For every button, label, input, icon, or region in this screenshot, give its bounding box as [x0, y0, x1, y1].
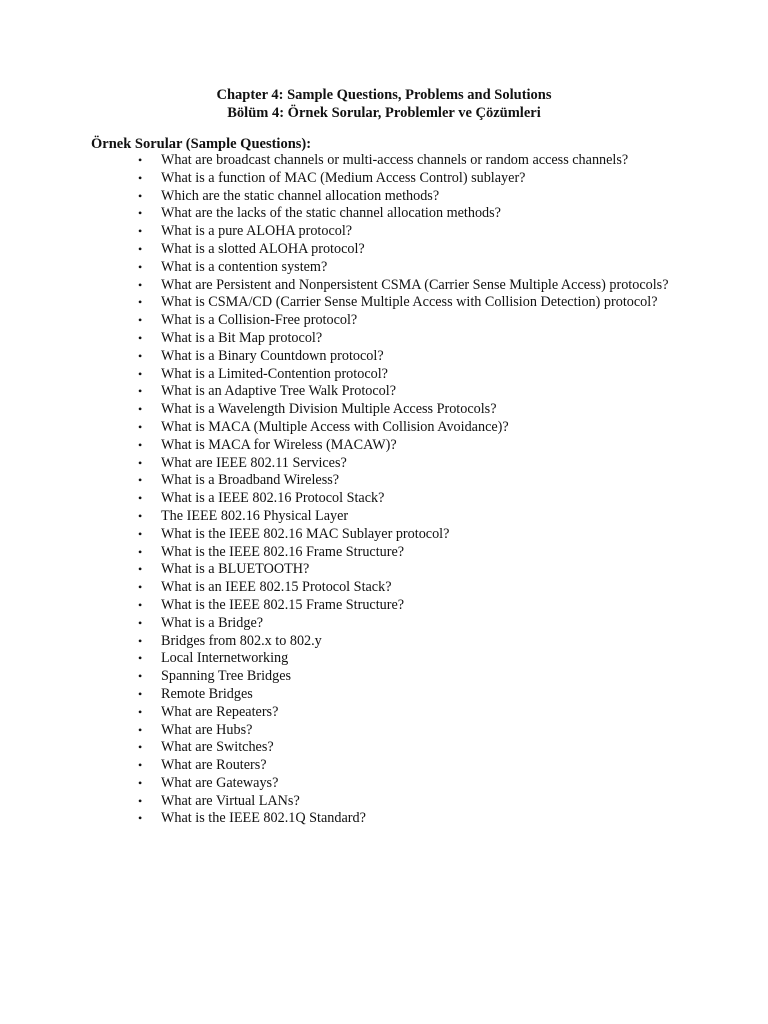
- question-text: What are Switches?: [161, 739, 274, 756]
- question-text: What is a slotted ALOHA protocol?: [161, 240, 365, 257]
- bullet-icon: •: [138, 722, 143, 737]
- question-text: Local Internetworking: [161, 650, 289, 667]
- list-item: [91, 205, 691, 223]
- bullet-icon: •: [138, 330, 143, 345]
- question-text: What are Gateways?: [161, 774, 279, 791]
- list-item: [91, 170, 691, 188]
- question-text: Spanning Tree Bridges: [161, 668, 292, 685]
- question-text: What is a contention system?: [161, 258, 328, 275]
- question-text: What is the IEEE 802.15 Frame Structure?: [161, 596, 405, 613]
- title-block: [0, 86, 768, 122]
- question-text: What is a Broadband Wireless?: [161, 472, 340, 489]
- bullet-icon: •: [138, 348, 143, 363]
- bullet-icon: •: [138, 491, 143, 506]
- section-heading: Örnek Sorular (Sample Questions):: [91, 136, 312, 152]
- list-item: [91, 650, 691, 668]
- question-text: What is a function of MAC (Medium Access Control) sublayer?: [161, 169, 526, 186]
- question-text: What are IEEE 802.11 Services?: [161, 454, 347, 471]
- bullet-icon: •: [138, 419, 143, 434]
- question-text: What is MACA for Wireless (MACAW)?: [161, 436, 397, 453]
- question-text: What is the IEEE 802.16 MAC Sublayer protocol?: [161, 525, 450, 542]
- question-text: What are the lacks of the static channel allocation methods?: [161, 205, 501, 222]
- question-text: What is a pure ALOHA protocol?: [161, 223, 353, 240]
- bullet-icon: •: [138, 277, 143, 292]
- list-item: [91, 704, 691, 722]
- list-item: [91, 579, 691, 597]
- bullet-icon: •: [138, 562, 143, 577]
- question-text: What are Virtual LANs?: [161, 792, 300, 809]
- bullet-icon: •: [138, 473, 143, 488]
- list-item: [91, 294, 691, 312]
- list-item: [91, 597, 691, 615]
- bullet-icon: •: [138, 384, 143, 399]
- list-item: [91, 366, 691, 384]
- list-item: [91, 330, 691, 348]
- list-item: [91, 259, 691, 277]
- question-text: Bridges from 802.x to 802.y: [161, 632, 322, 649]
- list-item: [91, 668, 691, 686]
- list-item: [91, 793, 691, 811]
- list-item: [91, 633, 691, 651]
- bullet-icon: •: [138, 669, 143, 684]
- question-text: Remote Bridges: [161, 685, 253, 702]
- list-item: [91, 810, 691, 828]
- list-item: [91, 508, 691, 526]
- question-text: What is a Wavelength Division Multiple Access Protocols?: [161, 401, 497, 418]
- bullet-icon: •: [138, 295, 143, 310]
- bullet-icon: •: [138, 170, 143, 185]
- question-text: What is a Bridge?: [161, 614, 264, 631]
- question-list: [91, 152, 691, 828]
- bullet-icon: •: [138, 313, 143, 328]
- list-item: [91, 561, 691, 579]
- bullet-icon: •: [138, 651, 143, 666]
- bullet-icon: •: [138, 544, 143, 559]
- question-text: What are Repeaters?: [161, 703, 279, 720]
- bullet-icon: •: [138, 366, 143, 381]
- bullet-icon: •: [138, 615, 143, 630]
- bullet-icon: •: [138, 704, 143, 719]
- list-item: [91, 188, 691, 206]
- list-item: [91, 223, 691, 241]
- list-item: [91, 152, 691, 170]
- bullet-icon: •: [138, 508, 143, 523]
- bullet-icon: •: [138, 811, 143, 826]
- question-text: What is a Collision-Free protocol?: [161, 312, 358, 329]
- list-item: [91, 490, 691, 508]
- list-item: [91, 437, 691, 455]
- question-text: The IEEE 802.16 Physical Layer: [161, 507, 349, 524]
- question-text: What are Persistent and Nonpersistent CSMA (Carrier Sense Multiple Access) protocols?: [161, 276, 669, 293]
- bullet-icon: •: [138, 526, 143, 541]
- bullet-icon: •: [138, 793, 143, 808]
- question-text: What is an IEEE 802.15 Protocol Stack?: [161, 579, 392, 596]
- bullet-icon: •: [138, 153, 143, 167]
- question-text: What is a IEEE 802.16 Protocol Stack?: [161, 490, 385, 507]
- list-item: [91, 739, 691, 757]
- question-text: Which are the static channel allocation methods?: [161, 187, 440, 204]
- bullet-icon: •: [138, 455, 143, 470]
- list-item: [91, 757, 691, 775]
- list-item: [91, 419, 691, 437]
- question-text: What is the IEEE 802.1Q Standard?: [161, 810, 366, 827]
- list-item: [91, 312, 691, 330]
- list-item: [91, 526, 691, 544]
- bullet-icon: •: [138, 224, 143, 239]
- list-item: [91, 615, 691, 633]
- list-item: [91, 544, 691, 562]
- list-item: [91, 722, 691, 740]
- question-text: What is CSMA/CD (Carrier Sense Multiple Access with Collision Detection) protocol?: [161, 294, 658, 311]
- question-text: What are Hubs?: [161, 721, 253, 738]
- bullet-icon: •: [138, 259, 143, 274]
- bullet-icon: •: [138, 206, 143, 221]
- question-text: What is MACA (Multiple Access with Collision Avoidance)?: [161, 418, 509, 435]
- question-text: What is the IEEE 802.16 Frame Structure?: [161, 543, 405, 560]
- bullet-icon: •: [138, 740, 143, 755]
- list-item: [91, 348, 691, 366]
- list-item: [91, 775, 691, 793]
- bullet-icon: •: [138, 580, 143, 595]
- list-item: [91, 241, 691, 259]
- question-text: What is a BLUETOOTH?: [161, 561, 310, 578]
- question-text: What is a Binary Countdown protocol?: [161, 347, 384, 364]
- bullet-icon: •: [138, 597, 143, 612]
- bullet-icon: •: [138, 241, 143, 256]
- chapter-title-turkish: Bölüm 4: Örnek Sorular, Problemler ve Çözümleri: [227, 105, 541, 121]
- question-text: What is a Bit Map protocol?: [161, 329, 323, 346]
- list-item: [91, 401, 691, 419]
- list-item: [91, 455, 691, 473]
- question-text: What is an Adaptive Tree Walk Protocol?: [161, 383, 397, 400]
- list-item: [91, 472, 691, 490]
- question-text: What are broadcast channels or multi-access channels or random access channels?: [161, 152, 629, 168]
- list-item: [91, 383, 691, 401]
- bullet-icon: •: [138, 402, 143, 417]
- list-item: [91, 277, 691, 295]
- list-item: [91, 686, 691, 704]
- bullet-icon: •: [138, 686, 143, 701]
- question-text: What is a Limited-Contention protocol?: [161, 365, 388, 382]
- bullet-icon: •: [138, 633, 143, 648]
- question-text: What are Routers?: [161, 757, 267, 774]
- bullet-icon: •: [138, 437, 143, 452]
- bullet-icon: •: [138, 758, 143, 773]
- bullet-icon: •: [138, 188, 143, 203]
- bullet-icon: •: [138, 775, 143, 790]
- chapter-title-english: Chapter 4: Sample Questions, Problems and Solutions: [216, 87, 552, 103]
